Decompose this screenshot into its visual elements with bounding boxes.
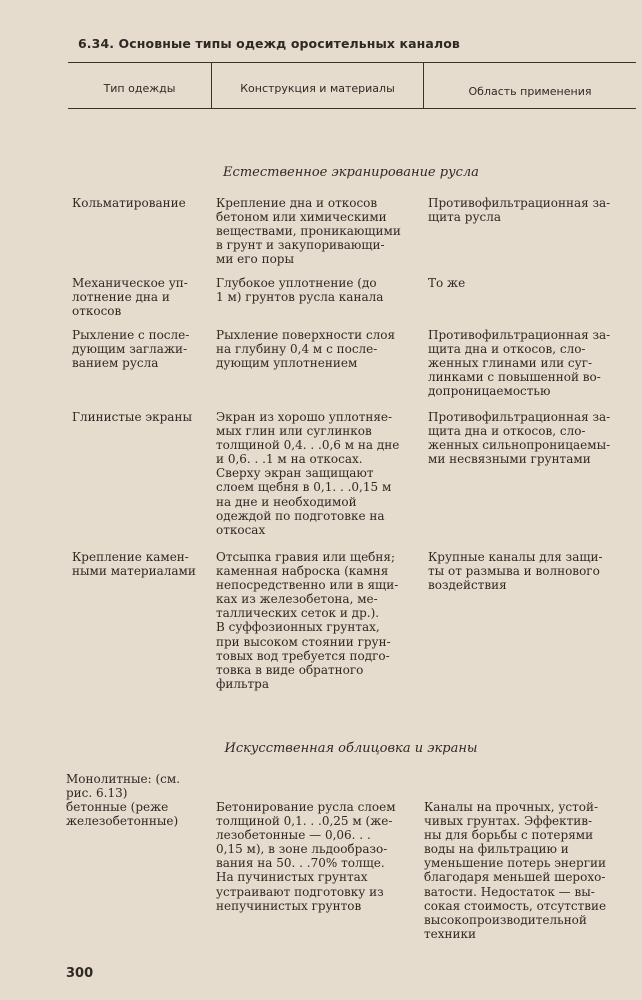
header-top-rule bbox=[68, 62, 636, 63]
table-row-type: Монолитные: (см. рис. 6.13) бетонные (реже железобетонные) bbox=[66, 772, 181, 829]
table-row-construction: Рыхление поверхности слоя на глубину 0,4 м с после- дующим уплотнением bbox=[216, 328, 396, 371]
page-number: 300 bbox=[66, 966, 94, 981]
table-row-application: Противофильтрационная за- щита дна и откосов, сло- женных глинами или суг- линками с повышенной во- допроницаемостью bbox=[428, 328, 611, 399]
column-header-application: Область применения bbox=[468, 85, 592, 98]
table-row-type: Рыхление с после- дующим заглажи- ванием русла bbox=[72, 328, 190, 371]
table-row-construction: Экран из хорошо уплотняе- мых глин или суглинков толщиной 0,4. . .0,6 м на дне и 0,6. . .1 м на откосах. Сверху экран защищают слоем щебня в 0,1. . .0,15 м на дне и необходимой одеждой по подготовке на откосах bbox=[216, 410, 400, 537]
section-title-natural: Естественное экранирование русла bbox=[223, 165, 479, 180]
table-row-application: То же bbox=[428, 276, 466, 290]
table-row-construction: Бетонирование русла слоем толщиной 0,1. . .0,25 м (же- лезобетонные — 0,06. . . 0,15 м), в зоне льдообразо- вания на 50. . .70% толще. На пучинистых грунтах устраивают подготовку из непучинистых грунтов bbox=[216, 800, 396, 913]
table-row-construction: Отсыпка гравия или щебня; каменная наброска (камня непосредственно или в ящи- ках из железобетона, ме- таллических сеток и др.). В суффозионных грунтах, при высоком стоянии грун- товых вод требуется подго- товка в виде обратного фильтра bbox=[216, 550, 399, 691]
table-caption: 6.34. Основные типы одежд оросительных каналов bbox=[78, 36, 460, 51]
table-row-application: Противофильтрационная за- щита русла bbox=[428, 196, 611, 225]
table-row-application: Каналы на прочных, устой- чивых грунтах. Эффектив- ны для борьбы с потерями воды на фильтрацию и уменьшение потерь энергии благодаря меньшей шерохо- ватости. Недостаток — вы- сокая стоимость, отсутствие высокопроизводительной техники bbox=[424, 800, 607, 941]
table-row-construction: Глубокое уплотнение (до 1 м) грунтов русла канала bbox=[216, 276, 384, 305]
column-header-type: Тип одежды bbox=[103, 82, 176, 95]
table-row-application: Противофильтрационная за- щита дна и откосов, сло- женных сильнопроницаемы- ми несвязными грунтами bbox=[428, 410, 611, 467]
table-row-type: Крепление камен- ными материалами bbox=[72, 550, 196, 579]
table-row-type: Кольматирование bbox=[72, 196, 186, 210]
table-row-construction: Крепление дна и откосов бетоном или химическими веществами, проникающими в грунт и закупоривающи- ми его поры bbox=[216, 196, 401, 267]
table-row-application: Крупные каналы для защи- ты от размыва и волнового воздействия bbox=[428, 550, 603, 593]
table-row-type: Глинистые экраны bbox=[72, 410, 192, 424]
column-header-construction: Конструкция и материалы bbox=[240, 82, 395, 95]
section-title-artificial: Искусственная облицовка и экраны bbox=[224, 741, 478, 756]
header-bottom-rule bbox=[68, 108, 636, 109]
table-row-type: Механическое уп- лотнение дна и откосов bbox=[72, 276, 188, 319]
